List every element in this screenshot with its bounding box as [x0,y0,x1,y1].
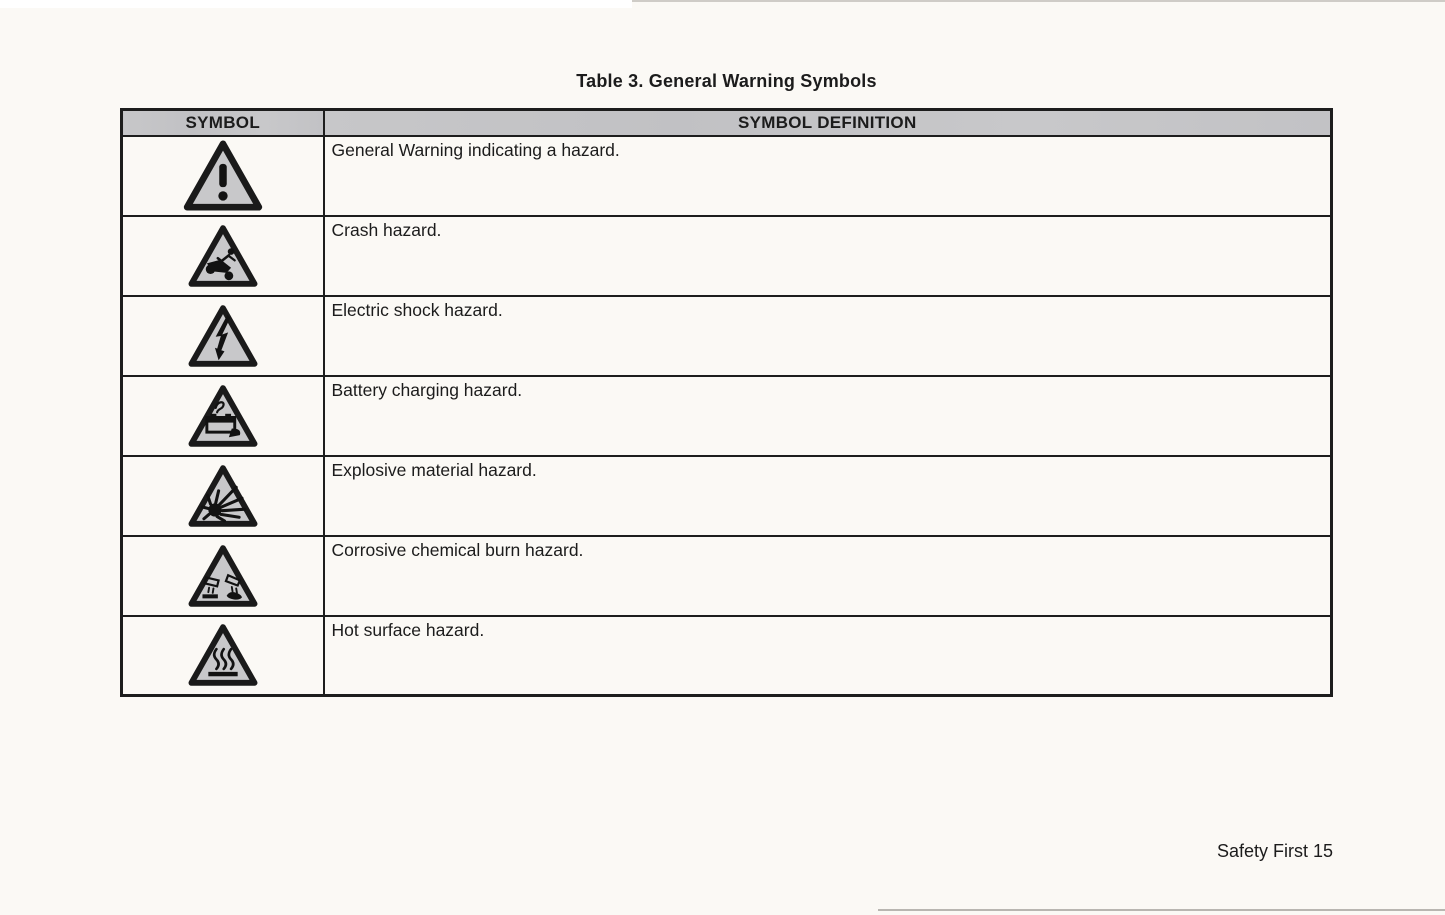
table-row [122,376,1332,456]
definition-text: Explosive material hazard. [324,456,1332,536]
table-row [122,216,1332,296]
definition-text: Crash hazard. [324,216,1332,296]
symbol-column-header: SYMBOL [122,110,324,136]
table-row [122,136,1332,216]
table-row [122,456,1332,536]
definition-text: General Warning indicating a hazard. [324,136,1332,216]
scan-artifact [0,0,632,8]
definition-text: Electric shock hazard. [324,296,1332,376]
definition-text: Corrosive chemical burn hazard. [324,536,1332,616]
scan-artifact [878,909,1445,911]
definition-text: Battery charging hazard. [324,376,1332,456]
electric-shock-icon [123,303,323,369]
explosive-material-icon [123,463,323,529]
page-title: Table 3. General Warning Symbols [576,71,877,91]
crash-hazard-icon [123,223,323,289]
table-header-row [122,110,1332,136]
definition-column-header: SYMBOL DEFINITION [324,110,1332,136]
table-row [122,536,1332,616]
corrosive-chemical-icon [123,543,323,609]
warning-symbols-table [120,108,1333,697]
page-footer: Safety First 15 [1216,841,1333,861]
hot-surface-icon [123,622,323,688]
battery-charging-icon [123,383,323,449]
definition-text: Hot surface hazard. [324,616,1332,696]
general-warning-icon [123,138,323,213]
table-row [122,296,1332,376]
scan-artifact [632,0,1445,2]
table-row [122,616,1332,696]
